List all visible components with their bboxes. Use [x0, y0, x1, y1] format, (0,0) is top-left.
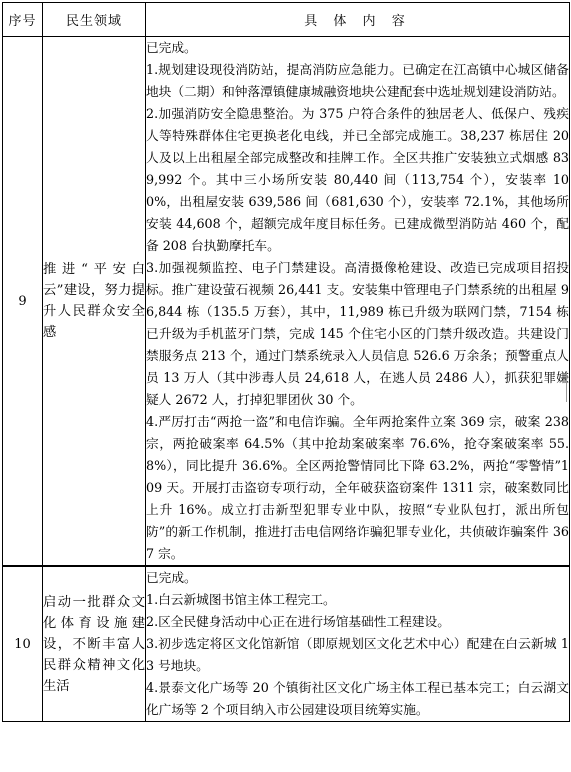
content-paragraph: 3.初步选定将区文化馆新馆（即原规划区文化艺术中心）配建在白云新城 13 号地块。 — [146, 636, 569, 673]
livelihood-table — [2, 2, 570, 722]
content-paragraph: 已完成。 — [146, 570, 197, 585]
table-header-row — [3, 3, 570, 37]
document-page — [2, 2, 570, 722]
content-paragraph: 2.区全民健身活动中心正在进行场馆基础性工程建设。 — [146, 614, 450, 629]
row-content — [146, 37, 570, 567]
content-paragraph: 4.严厉打击“两抢一盗”和电信诈骗。全年两抢案件立案 369 宗，破案 238 宗，两抢破案率 64.5%（其中抢劫案破案率 76.6%，抢夺案破案率 55.8%），同比提升 36.6%。全区两抢警情同比下降 63.2%，两抢“零警情”109 天。开展打击盗窃专项行动，全年破获盗窃案件 1311 宗，破案数同比上升 16%。成立打击新型犯罪专业中队，按照“专业队包打，派出所包防”的新工作机制，推进打击电信网络诈骗犯罪专业化，共侦破诈骗案件 367 宗。 — [146, 414, 569, 561]
header-index: 序号 — [3, 3, 43, 37]
row-index: 10 — [3, 566, 43, 722]
table-row — [3, 37, 570, 567]
row-field: 启动一批群众文化体育设施建设，不断丰富人民群众精神文化生活 — [43, 566, 146, 722]
row-field: 推进“平安白云”建设，努力提升人民群众安全感 — [43, 37, 146, 567]
table-row — [3, 566, 570, 722]
content-paragraph: 已完成。 — [146, 40, 197, 55]
content-paragraph: 1.规划建设现役消防站，提高消防应急能力。已确定在江高镇中心城区储备地块（二期）和钟落潭镇健康城融资地块公建配套中选址规划建设消防站。 — [146, 62, 569, 99]
content-paragraph: 2.加强消防安全隐患整治。为 375 户符合条件的独居老人、低保户、残疾人等特殊群体住宅更换老化电线，并已全部完成施工。38,237 栋居住 20 人及以上出租屋全部完成整改和挂牌工作。全区共推广安装独立式烟感 839,992 个。其中三小场所安装 80,440 间（113,754 个），安装率 100%，出租屋安装 639,586 间（681,630 个），安装率 72.1%，其他场所安装 44,608 个，超额完成年度目标任务。已建成微型消防站 460 个，配备 208 台执勤摩托车。 — [146, 106, 569, 253]
header-content: 具 体 内 容 — [146, 3, 570, 37]
header-field: 民生领域 — [43, 3, 146, 37]
scroll-indicator[interactable] — [566, 372, 570, 402]
content-paragraph: 4.景泰文化广场等 20 个镇街社区文化广场主体工程已基本完工；白云湖文化广场等 2 个项目纳入市公园建设项目统筹实施。 — [146, 680, 569, 717]
content-paragraph: 1.白云新城图书馆主体工程完工。 — [146, 592, 336, 607]
row-content — [146, 566, 570, 722]
content-paragraph: 3.加强视频监控、电子门禁建设。高清摄像枪建设、改造已完成项目招投标。推广建设萤石视频 26,441 支。安装集中管理电子门禁系统的出租屋 96,844 栋（135.5 万套），其中，11,989 栋已升级为联网门禁，7154 栋已升级为手机蓝牙门禁，完成 145 个住宅小区的门禁升级改造。共建设门禁服务点 213 个，通过门禁系统录入人员信息 526.6 万余条；预警重点人员 13 万人（其中涉毒人员 24,618 人，在逃人员 2486 人），抓获犯罪嫌疑人 2672 人，打掉犯罪团伙 30 个。 — [146, 260, 569, 407]
row-index: 9 — [3, 37, 43, 567]
